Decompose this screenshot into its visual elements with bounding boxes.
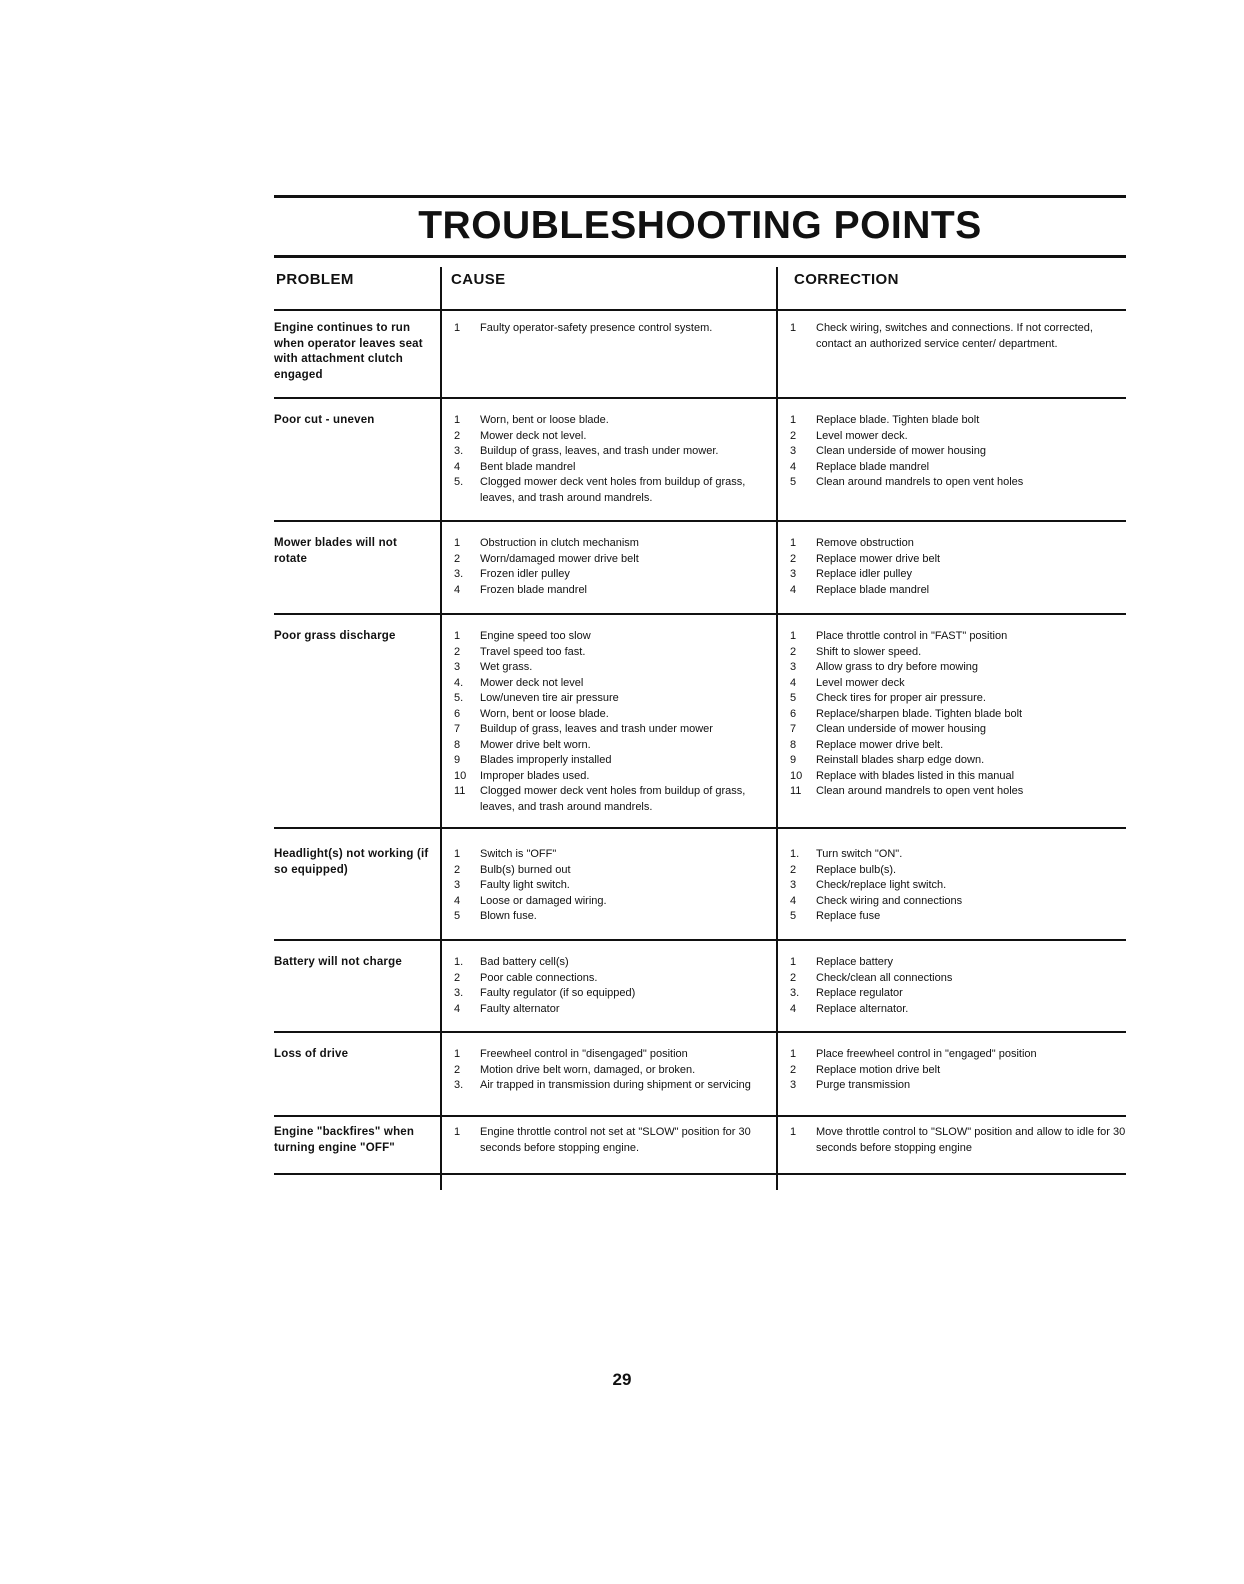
correction-item: 1 Remove obstruction xyxy=(790,537,914,549)
correction-item: 2 Replace motion drive belt xyxy=(790,1063,941,1076)
cause-list xyxy=(454,629,769,815)
row-divider xyxy=(274,1031,1126,1033)
cause-list xyxy=(454,955,769,1017)
row-divider xyxy=(274,397,1126,399)
correction-item: 6 Replace/sharpen blade. Tighten blade bolt xyxy=(790,707,1023,720)
cause-item: 2 Bulb(s) burned out xyxy=(454,863,571,876)
cause-item: 3. Air trapped in transmission during shipment or servicing xyxy=(454,1079,751,1091)
correction-item: 3 Purge transmission xyxy=(790,1079,911,1091)
correction-item: 2 Check/clean all connections xyxy=(790,971,953,984)
correction-item: 5 Clean around mandrels to open vent holes xyxy=(790,476,1024,488)
cause-list xyxy=(454,413,769,506)
title-rule xyxy=(274,255,1126,258)
correction-item: 3. Replace regulator xyxy=(790,987,903,999)
correction-item: 4 Check wiring and connections xyxy=(790,894,963,907)
correction-item: 4 Level mower deck xyxy=(790,676,905,689)
correction-item: 10 Replace with blades listed in this manual xyxy=(790,769,1015,782)
cause-item: 1 Freewheel control in "disengaged" position xyxy=(454,1048,688,1060)
cause-item: 1 Worn, bent or loose blade. xyxy=(454,414,609,426)
correction-item: 1 Replace blade. Tighten blade bolt xyxy=(790,414,980,426)
cause-item: 3. Buildup of grass, leaves, and trash under mower. xyxy=(454,445,719,457)
correction-item: 1 Place throttle control in "FAST" position xyxy=(790,630,1008,642)
correction-list xyxy=(790,1125,1126,1156)
cause-item: 3 Wet grass. xyxy=(454,661,533,673)
correction-list xyxy=(790,321,1126,352)
problem-text: Engine "backfires" when turning engine "OFF" xyxy=(274,1126,415,1154)
cause-item: 2 Travel speed too fast. xyxy=(454,645,586,658)
cause-item: 6 Worn, bent or loose blade. xyxy=(454,707,609,720)
cause-list xyxy=(454,1125,769,1156)
header-cause: CAUSE xyxy=(451,271,506,288)
cause-item: 5 Blown fuse. xyxy=(454,910,537,922)
problem-text: Headlight(s) not working (if so equipped) xyxy=(274,848,429,876)
problem-text: Mower blades will not rotate xyxy=(274,537,398,565)
correction-item: 7 Clean underside of mower housing xyxy=(790,723,986,735)
cause-item: 3 Faulty light switch. xyxy=(454,879,570,891)
problem-text: Poor cut - uneven xyxy=(274,414,375,426)
cause-item: 1 Obstruction in clutch mechanism xyxy=(454,537,639,549)
cause-item: 10 Improper blades used. xyxy=(454,769,590,782)
cause-item: 1 Switch is "OFF" xyxy=(454,848,557,860)
top-rule xyxy=(274,195,1126,198)
row-divider xyxy=(274,827,1126,829)
cause-item: 5. Low/uneven tire air pressure xyxy=(454,692,619,704)
cause-item: 4. Mower deck not level xyxy=(454,676,584,689)
correction-item: 4 Replace blade mandrel xyxy=(790,583,930,596)
cause-item: 4 Loose or damaged wiring. xyxy=(454,894,607,907)
cause-item: 4 Frozen blade mandrel xyxy=(454,583,588,596)
cause-item: 2 Poor cable connections. xyxy=(454,971,598,984)
page-number: 29 xyxy=(612,1370,632,1389)
cause-item: 7 Buildup of grass, leaves and trash under mower xyxy=(454,723,713,735)
cause-list xyxy=(454,847,769,925)
cause-item: 1 Engine throttle control not set at "SLOW" position for 30 seconds before stopping engine. xyxy=(454,1126,751,1154)
correction-item: 4 Replace alternator. xyxy=(790,1002,909,1015)
row-divider xyxy=(274,939,1126,941)
correction-list xyxy=(790,955,1126,1017)
cause-list xyxy=(454,1047,769,1094)
cause-item: 5. Clogged mower deck vent holes from buildup of grass, leaves, and trash around mandrels. xyxy=(454,476,746,504)
cause-item: 1 Faulty operator-safety presence control system. xyxy=(454,322,713,334)
cause-item: 8 Mower drive belt worn. xyxy=(454,738,591,751)
cause-item: 1. Bad battery cell(s) xyxy=(454,956,569,968)
cause-item: 11 Clogged mower deck vent holes from buildup of grass, leaves, and trash around mandrels. xyxy=(454,785,746,813)
correction-item: 9 Reinstall blades sharp edge down. xyxy=(790,754,985,766)
cause-item: 4 Faulty alternator xyxy=(454,1002,560,1015)
column-divider-cause xyxy=(440,267,442,1190)
correction-item: 5 Check tires for proper air pressure. xyxy=(790,692,986,704)
cause-item: 2 Motion drive belt worn, damaged, or broken. xyxy=(454,1063,696,1076)
cause-item: 3. Faulty regulator (if so equipped) xyxy=(454,987,636,999)
correction-item: 11 Clean around mandrels to open vent holes xyxy=(790,785,1024,797)
header-rule xyxy=(274,309,1126,311)
correction-item: 1 Replace battery xyxy=(790,956,894,968)
cause-item: 4 Bent blade mandrel xyxy=(454,460,576,473)
cause-item: 3. Frozen idler pulley xyxy=(454,568,570,580)
correction-item: 3 Check/replace light switch. xyxy=(790,879,947,891)
correction-item: 3 Allow grass to dry before mowing xyxy=(790,661,979,673)
correction-item: 5 Replace fuse xyxy=(790,910,881,922)
row-divider xyxy=(274,1115,1126,1117)
problem-text: Loss of drive xyxy=(274,1048,349,1060)
correction-list xyxy=(790,847,1126,925)
header-problem: PROBLEM xyxy=(276,271,354,288)
correction-item: 1 Place freewheel control in "engaged" position xyxy=(790,1048,1037,1060)
correction-list xyxy=(790,1047,1126,1094)
correction-item: 3 Clean underside of mower housing xyxy=(790,445,986,457)
correction-item: 2 Replace mower drive belt xyxy=(790,552,941,565)
correction-list xyxy=(790,413,1126,491)
correction-item: 2 Shift to slower speed. xyxy=(790,645,922,658)
page-title: TROUBLESHOOTING POINTS xyxy=(418,204,982,247)
cause-item: 2 Mower deck not level. xyxy=(454,429,587,442)
correction-list xyxy=(790,629,1126,800)
cause-list xyxy=(454,321,769,337)
column-divider-correction xyxy=(776,267,778,1190)
cause-item: 9 Blades improperly installed xyxy=(454,754,612,766)
problem-text: Poor grass discharge xyxy=(274,630,396,642)
cause-item: 1 Engine speed too slow xyxy=(454,630,591,642)
row-divider xyxy=(274,520,1126,522)
row-divider xyxy=(274,613,1126,615)
cause-item: 2 Worn/damaged mower drive belt xyxy=(454,552,639,565)
correction-list xyxy=(790,536,1126,598)
problem-text: Engine continues to run when operator leaves seat with attachment clutch engaged xyxy=(274,322,423,381)
correction-item: 8 Replace mower drive belt. xyxy=(790,738,944,751)
correction-item: 1 Check wiring, switches and connections. If not corrected, contact an authorized service center/ department. xyxy=(790,322,1093,350)
correction-item: 4 Replace blade mandrel xyxy=(790,460,930,473)
problem-text: Battery will not charge xyxy=(274,956,402,968)
correction-item: 2 Replace bulb(s). xyxy=(790,863,897,876)
correction-item: 1. Turn switch "ON". xyxy=(790,848,903,860)
correction-item: 2 Level mower deck. xyxy=(790,429,908,442)
cause-list xyxy=(454,536,769,598)
correction-item: 3 Replace idler pulley xyxy=(790,568,912,580)
header-correction: CORRECTION xyxy=(794,271,899,288)
row-divider xyxy=(274,1173,1126,1175)
correction-item: 1 Move throttle control to "SLOW" position and allow to idle for 30 seconds before stopping engine xyxy=(790,1126,1126,1154)
